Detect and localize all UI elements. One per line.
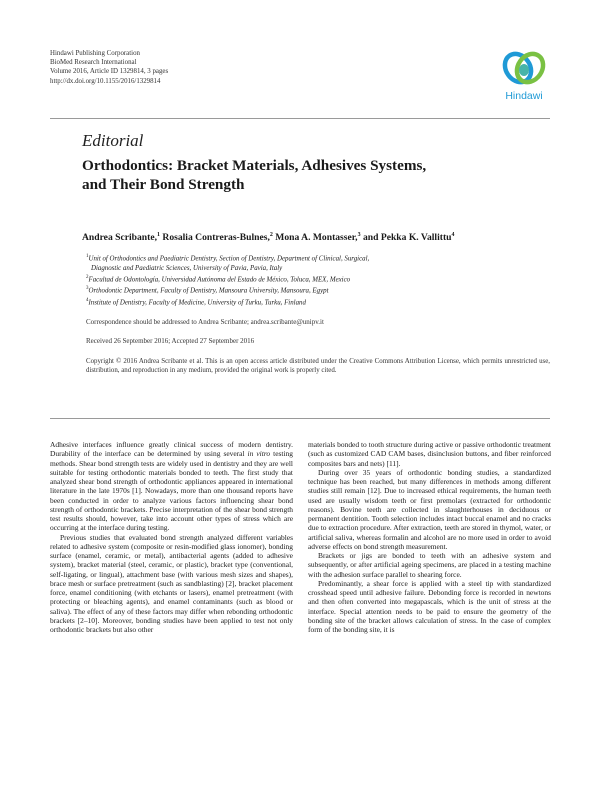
author-affiliation-ref: 4 — [451, 232, 455, 238]
author-name: and Pekka K. Vallittu — [362, 232, 452, 244]
affiliation-item — [86, 252, 369, 264]
affiliation-list — [86, 252, 369, 308]
body-column-right — [308, 440, 551, 634]
affiliation-item — [86, 296, 369, 308]
author-list — [82, 232, 454, 243]
affiliation-text: Facultad de Odontología, Universidad Autónoma del Estado de México, Toluca, MEX, Mexico — [88, 276, 351, 284]
body-paragraph — [50, 440, 293, 533]
journal-meta — [50, 49, 168, 86]
title-line-1: Orthodontics: Bracket Materials, Adhesives Systems, — [82, 157, 427, 174]
affiliation-item-continued: Diagnostic and Paediatric Sciences, University of Pavia, Pavia, Italy — [91, 264, 283, 272]
affiliation-item — [86, 273, 369, 285]
author-affiliation-ref: 2 — [269, 232, 273, 238]
title-line-2: and Their Bond Strength — [82, 176, 245, 193]
body-paragraph: materials bonded to tooth structure during active or passive orthodontic treatment (such as customized CAD CAM bases, disinclusion buttons, and fiber reinforced composites bars and nets) [11]. — [308, 440, 551, 468]
affiliation-number: 4 — [86, 298, 89, 304]
hindawi-logo-text: Hindawi — [505, 90, 543, 102]
body-column-left — [50, 440, 293, 634]
body-paragraph: Predominantly, a shear force is applied with a steel tip with standardized crosshead speed until adhesive failure. Debonding force is recorded in newtons and then often converted into megapascals, which is the unit of stress at the interface. Special attention needs to be paid to ensure the geometry of the bonding site of the bracket allows calculation of stress. In the case of complex form of the bonding site, it is — [308, 578, 551, 634]
author-name: Rosalia Contreras-Bulnes, — [162, 232, 270, 244]
correspondence-note: Correspondence should be addressed to Andrea Scribante; andrea.scribante@unipv.it — [86, 318, 324, 326]
article-dates: Received 26 September 2016; Accepted 27 September 2016 — [86, 337, 255, 345]
body-divider — [50, 418, 550, 419]
author-affiliation-ref: 3 — [357, 232, 361, 238]
hindawi-logo — [498, 44, 550, 108]
affiliation-number: 3 — [86, 286, 89, 292]
affiliation-text: Unit of Orthodontics and Paediatric Dentistry, Section of Dentistry, Department of Clinical, Surgical, — [88, 255, 370, 263]
doi-link[interactable]: http://dx.doi.org/10.1155/2016/1329814 — [50, 77, 161, 85]
article-title — [82, 156, 522, 194]
affiliation-text: Institute of Dentistry, Faculty of Medicine, University of Turku, Turku, Finland — [88, 299, 306, 307]
paragraph-text: testing methods. Shear bond strength tests are widely used in dentistry and they are well suitable for testing orthodontic materials bonded to teeth. The first study that analyzed shear bond strength of orthodontic appliances appeared in international literature in the late 1970s [1]. Nowadays, more than one thousand reports have been conducted in order to analyze various factors influencing shear bond strength of orthodontic brackets. Precise interpretation of the shear bond strength test results should, however, take into account other types of stress which are occurring at the interface during testing. — [50, 449, 293, 533]
publisher-name: Hindawi Publishing Corporation — [50, 50, 140, 57]
body-paragraph: During over 35 years of orthodontic bonding studies, a standardized technique has been reached, but many differences in methods among different studies still remain [12]. Due to increased ethical requirements, the human teeth used are usually wisdom teeth or first premolars (extracted for orthodontic reasons). Bovine teeth are collected in slaughterhouses in deciduous or permanent dentition. Tooth selection includes intact buccal enamel and no cracks due to extraction procedure. After extraction, teeth are stored in thymol, water, or artificial saliva, whereas formalin and alcohol are no more used in order to avoid adverse effects on bond strength measurement. — [308, 467, 551, 551]
author-name: Mona A. Montasser, — [275, 232, 358, 244]
header-divider — [50, 118, 550, 119]
affiliation-number: 1 — [86, 254, 89, 259]
body-paragraph: Previous studies that evaluated bond strength analyzed different variables related to adhesive system (composite or resin-modified glass ionomer), bonding surface (enamel, ceramic, or metal), antibacterial agents (added to adhesive system), bracket material (steel, ceramic, or plastic), bracket type (conventional, self-ligating, or lingual), attachment base (with various mesh sizes and shapes), brace mesh or surface pretreatment (such as sandblasting) [2], bracket placement force, enamel conditioning (with etchants or lasers), enamel pretreatment (with protecting or bleaching agents), and enamel contaminants (such as blood or saliva). The effect of any of these factors may differ when rebonding orthodontic brackets [2–10]. Moreover, bonding studies have been applied to test not only orthodontic brackets but also other — [50, 532, 293, 634]
copyright-notice: Copyright © 2016 Andrea Scribante et al. This is an open access article distributed under the Creative Commons Attribution License, which permits unrestricted use, distribution, and reproduction in any medium, provided the original work is properly cited. — [86, 358, 550, 375]
hindawi-logo-icon — [498, 44, 550, 90]
author-affiliation-ref: 1 — [156, 232, 160, 238]
paragraph-emphasis: in vitro — [247, 449, 271, 459]
article-section-label: Editorial — [82, 131, 144, 150]
author-name: Andrea Scribante, — [82, 232, 157, 244]
journal-name: BioMed Research International — [50, 59, 137, 67]
paragraph-text: Adhesive interfaces influence greatly clinical success of modern dentistry. Durability of the interface can be determined by using several — [50, 440, 293, 459]
body-paragraph: Brackets or jigs are bonded to teeth with an adhesive system and subsequently, or after artificial ageing specimens, are placed in a testing machine with the adhesion surface parallel to shearing force. — [308, 551, 551, 579]
affiliation-text: Orthodontic Department, Faculty of Dentistry, Mansoura University, Mansoura, Egypt — [88, 287, 329, 295]
affiliation-item — [86, 284, 369, 296]
volume-info: Volume 2016, Article ID 1329814, 3 pages — [50, 68, 169, 76]
affiliation-number: 2 — [86, 274, 89, 280]
